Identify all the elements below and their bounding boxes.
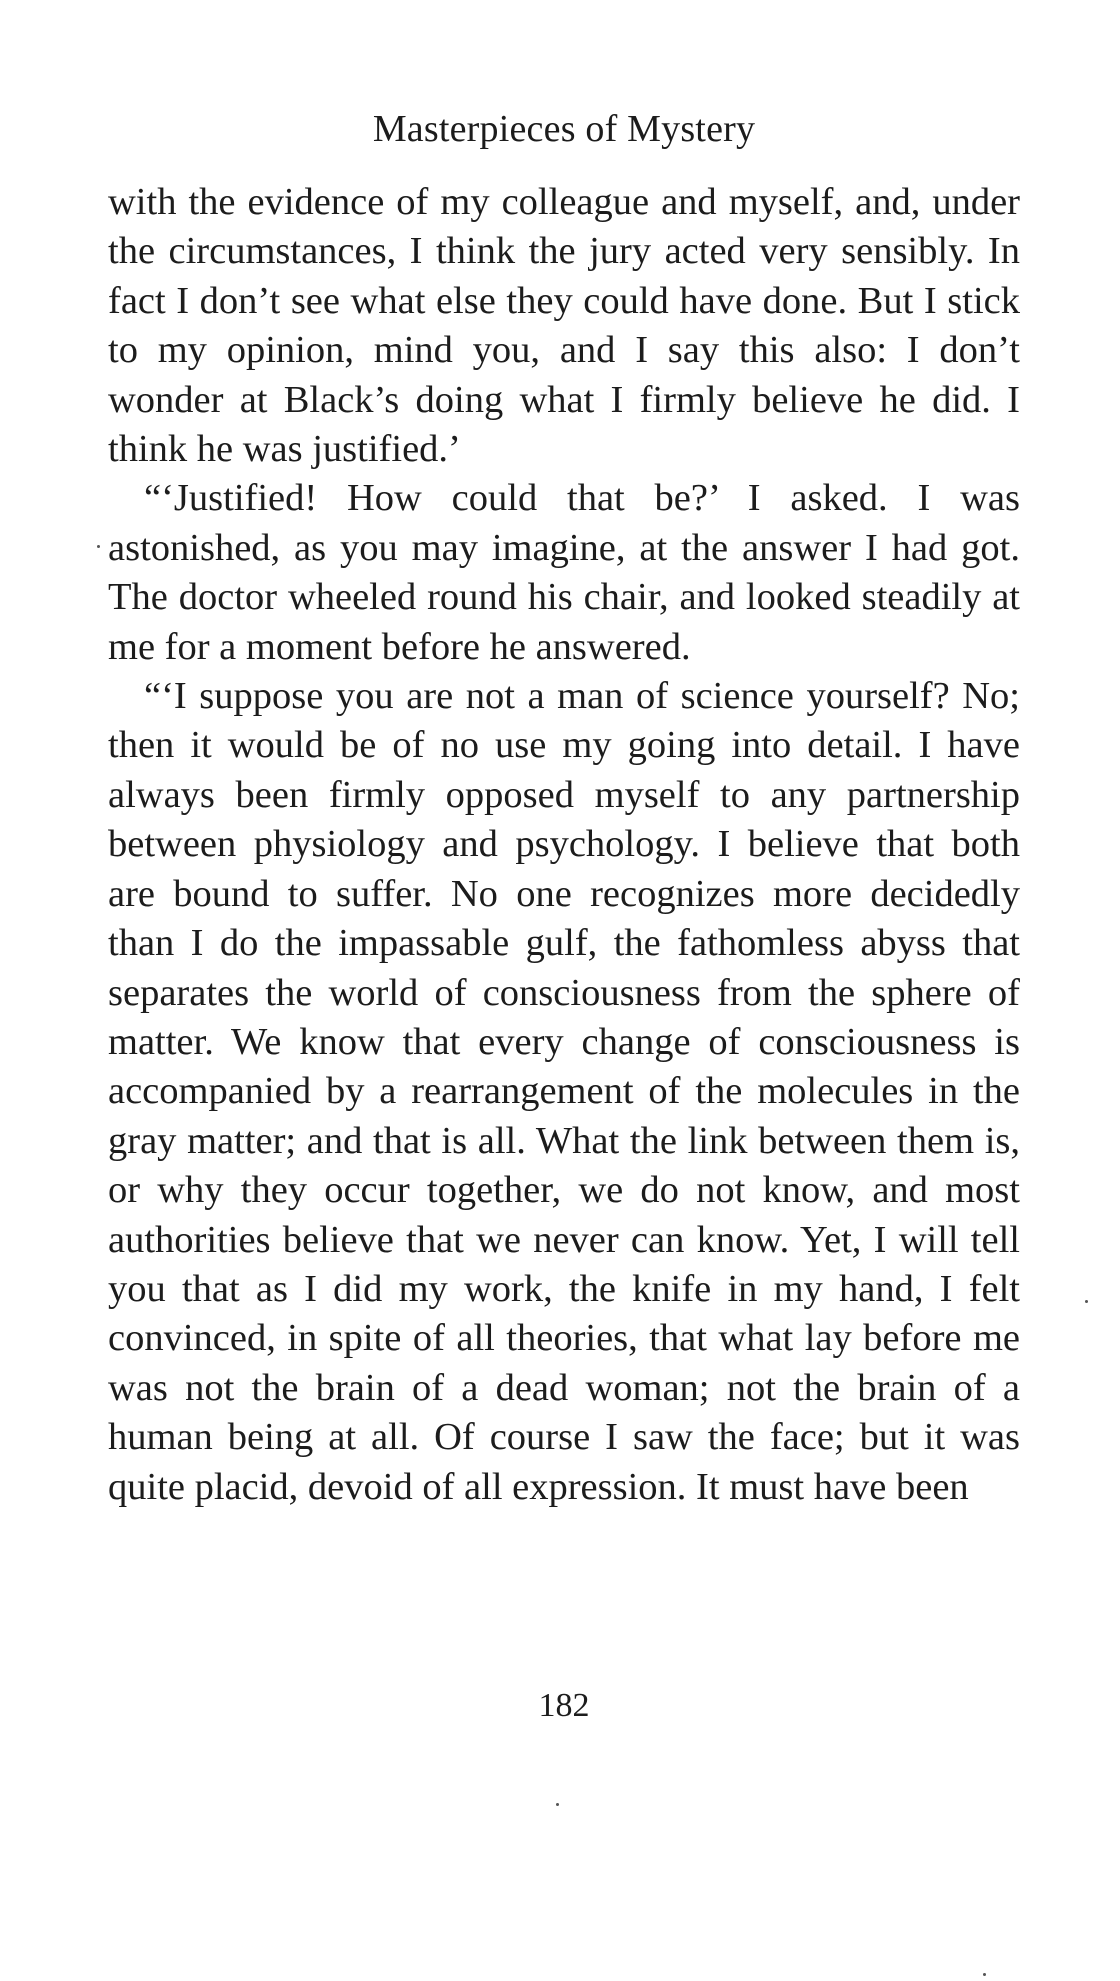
body-text xyxy=(108,178,1020,1512)
paragraph-1: with the evidence of my colleague and myself, and, under the circumstances, I think the jury acted very sensibly. In fact I don’t see what else they could have done. But I stick to my opinion, mind you, and I say this also: I don’t wonder at Black’s doing what I firmly believe he did. I think he was justified.’ xyxy=(108,181,1020,471)
paragraph-3: “‘I suppose you are not a man of science yourself? No; then it would be of no use my going into detail. I have always been firmly opposed myself to any partnership between physiology and psychology. I believe that both are bound to suffer. No one recognizes more decidedly than I do the impassable gulf, the fathomless abyss that separates the world of consciousness from the sphere of matter. We know that every change of consciousness is accompanied by a rearrangement of the molecules in the gray matter; and that is all. What the link between them is, or why they occur together, we do not know, and most authorities believe that we never can know. Yet, I will tell you that as I did my work, the knife in my hand, I felt convinced, in spite of all theories, that what lay before me was not the brain of a dead woman; not the brain of a human being at all. Of course I saw the face; but it was quite placid, devoid of all expression. It must have been xyxy=(108,675,1020,1508)
paper-speck xyxy=(1085,1300,1088,1303)
page-number: 182 xyxy=(538,1687,590,1724)
paper-speck xyxy=(556,1803,559,1806)
paper-speck xyxy=(983,1973,986,1976)
running-head: Masterpieces of Mystery xyxy=(372,108,756,150)
paragraph-2: “‘Justified! How could that be?’ I asked. I was astonished, as you may imagine, at the answer I had got. The doctor wheeled round his chair, and looked steadily at me for a moment before he answered. xyxy=(108,477,1020,668)
paper-speck xyxy=(97,545,100,548)
